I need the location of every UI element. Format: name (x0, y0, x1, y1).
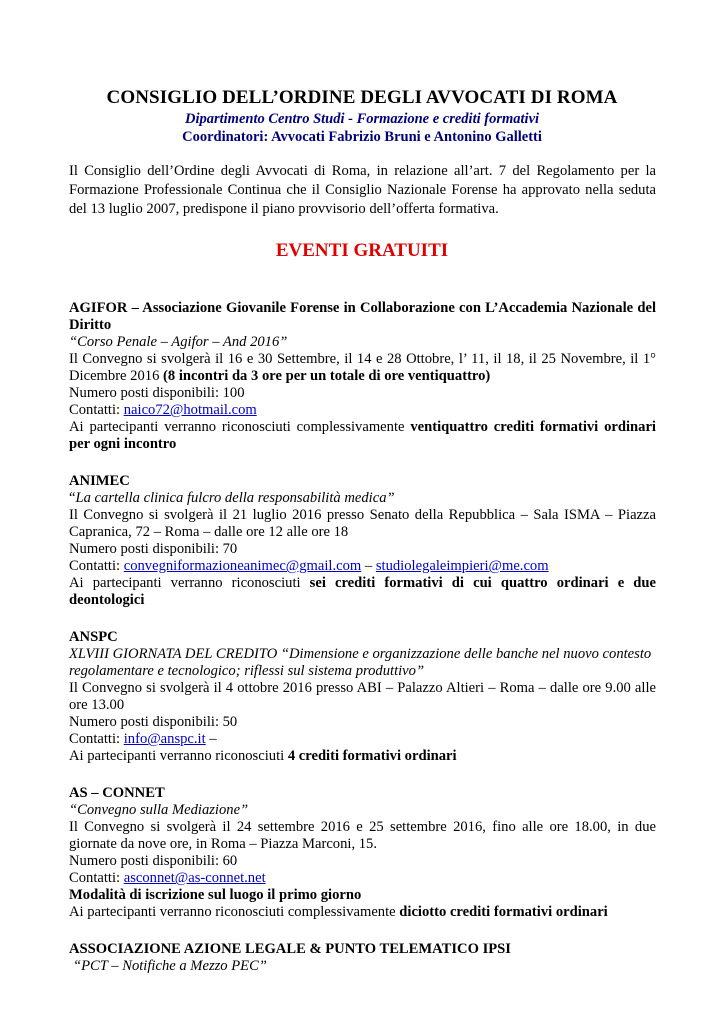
event-credits: Ai partecipanti verranno riconosciuti complessivamente diciotto crediti formativi ordinari (69, 904, 608, 920)
email-link[interactable]: naico72@hotmail.com (123, 402, 257, 418)
event-title: ASSOCIAZIONE AZIONE LEGALE & PUNTO TELEMATICO IPSI (69, 941, 511, 957)
event-subtitle: “Corso Penale – Agifor – And 2016” (69, 334, 288, 350)
events-heading: EVENTI GRATUITI (275, 240, 449, 261)
event-agifor (69, 300, 656, 453)
event-title: ANIMEC (69, 473, 130, 489)
intro-paragraph: Il Consiglio dell’Ordine degli Avvocati di Roma, in relazione all’art. 7 del Regolamento per la Formazione Professionale Continua che il Consiglio Nazionale Forense ha approvato nella seduta del 13 luglio 2007, predispone il piano provvisorio dell’offerta formativa. (69, 163, 656, 217)
event-title: AS – CONNET (69, 785, 165, 801)
email-link[interactable]: info@anspc.it (123, 731, 206, 747)
event-description: Il Convegno si svolgerà il 24 settembre 2016 e 25 settembre 2016, fino alle ore 18.00, in due giornate da nove ore, in Roma – Piazza Marconi, 15. (69, 819, 656, 852)
email-link[interactable]: convegniformazioneanimec@gmail.com (123, 558, 362, 574)
event-animec (69, 473, 656, 609)
event-subtitle: “Convegno sulla Mediazione” (69, 802, 249, 818)
event-seats: Numero posti disponibili: 50 (69, 714, 238, 730)
event-seats: Numero posti disponibili: 100 (69, 385, 245, 401)
department-line: Dipartimento Centro Studi - Formazione e crediti formativi (184, 111, 540, 127)
event-azione-legale (69, 941, 656, 975)
event-contacts: Contatti: convegniformazioneanimec@gmail.com – studiolegaleimpieri@me.com (69, 558, 549, 574)
event-contacts: Contatti: info@anspc.it – (69, 731, 217, 747)
event-subtitle: “PCT – Notifiche a Mezzo PEC” (73, 958, 267, 974)
coordinators-line: Coordinatori: Avvocati Fabrizio Bruni e Antonino Galletti (182, 129, 542, 145)
event-registration: Modalità di iscrizione sul luogo il primo giorno (69, 887, 362, 903)
event-description: Il Convegno si svolgerà il 4 ottobre 2016 presso ABI – Palazzo Altieri – Roma – dalle ore 9.00 alle ore 13.00 (69, 680, 656, 713)
event-seats: Numero posti disponibili: 60 (69, 853, 238, 869)
event-subtitle: XLVIII GIORNATA DEL CREDITO “Dimensione e organizzazione delle banche nel nuovo contesto regolamentare e tecnologico; riflessi sul sistema produttivo” (69, 646, 652, 679)
event-description: Il Convegno si svolgerà il 21 luglio 2016 presso Senato della Repubblica – Sala ISMA – Piazza Capranica, 72 – Roma – dalle ore 12 alle ore 18 (69, 507, 656, 540)
email-link[interactable]: studiolegaleimpieri@me.com (375, 558, 549, 574)
event-credits: Ai partecipanti verranno riconosciuti 4 crediti formativi ordinari (69, 748, 457, 764)
event-credits: Ai partecipanti verranno riconosciuti sei crediti formativi di cui quattro ordinari e due deontologici (69, 575, 657, 608)
event-credits: Ai partecipanti verranno riconosciuti complessivamente ventiquattro crediti formativi ordinari per ogni incontro (69, 419, 656, 452)
email-link[interactable]: asconnet@as-connet.net (123, 870, 266, 886)
events-list (69, 300, 656, 995)
event-as-connet (69, 785, 656, 921)
event-title: AGIFOR – Associazione Giovanile Forense in Collaborazione con L’Accademia Nazionale del Diritto (69, 300, 656, 333)
event-title: ANSPC (69, 629, 118, 645)
event-contacts: Contatti: naico72@hotmail.com (69, 402, 257, 418)
document-header (0, 86, 724, 146)
event-seats: Numero posti disponibili: 70 (69, 541, 238, 557)
event-description: Il Convegno si svolgerà il 16 e 30 Settembre, il 14 e 28 Ottobre, l’ 11, il 18, il 25 Novembre, il 1° Dicembre 2016 (8 incontri da 3 ore per un totale di ore ventiquattro) (69, 351, 656, 384)
event-anspc (69, 629, 656, 765)
event-contacts: Contatti: asconnet@as-connet.net (69, 870, 266, 886)
event-subtitle: “La cartella clinica fulcro della responsabilità medica” (69, 490, 395, 506)
document-title: CONSIGLIO DELL’ORDINE DEGLI AVVOCATI DI ROMA (106, 87, 618, 108)
